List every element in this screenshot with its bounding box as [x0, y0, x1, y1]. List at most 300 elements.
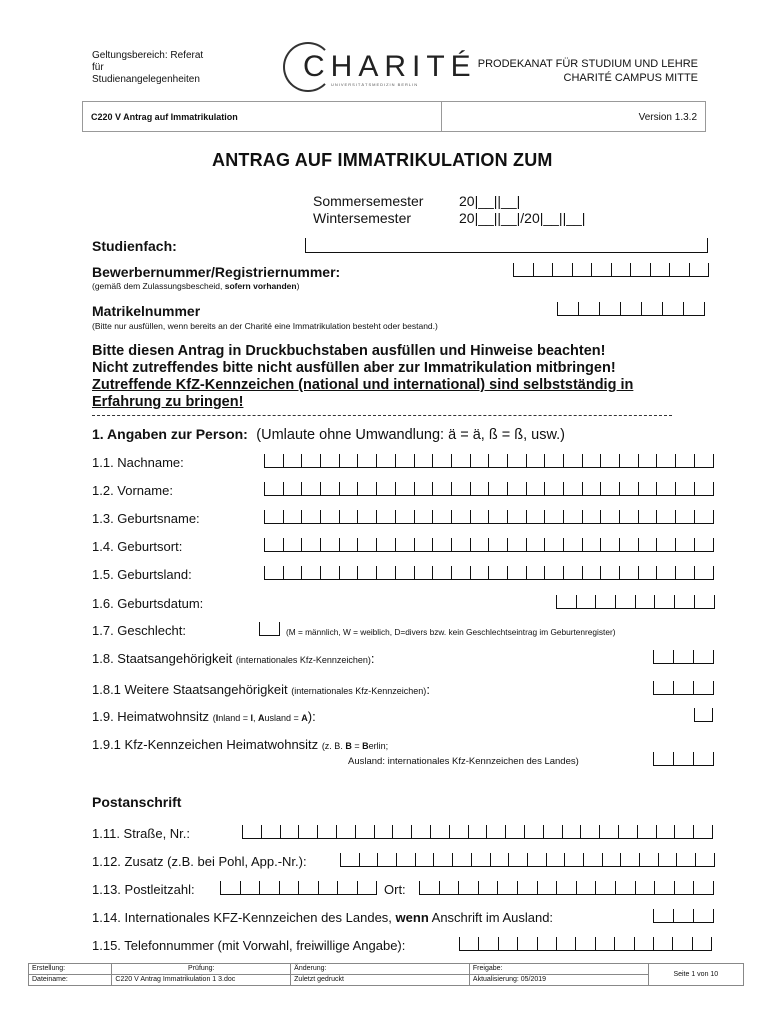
char-box[interactable]: [616, 881, 636, 895]
char-box[interactable]: [299, 825, 318, 839]
char-box[interactable]: [356, 825, 375, 839]
char-box[interactable]: [460, 937, 479, 951]
char-box[interactable]: [695, 595, 715, 609]
footer-zuletzt: Zuletzt gedruckt: [291, 975, 470, 986]
char-box[interactable]: [265, 454, 284, 468]
bewerber-note-bold: sofern vorhanden: [224, 281, 297, 291]
char-box[interactable]: [284, 454, 303, 468]
staat2-text: 1.8.1 Weitere Staatsangehörigkeit: [92, 682, 288, 697]
char-box[interactable]: [450, 825, 469, 839]
geburtsland-label: 1.5. Geburtsland:: [92, 567, 192, 582]
department-line: PRODEKANAT FÜR STUDIUM UND LEHRE: [477, 58, 698, 70]
char-box[interactable]: [675, 595, 695, 609]
kfz-part: B: [345, 741, 352, 751]
char-box[interactable]: [302, 566, 321, 580]
warning-line: Nicht zutreffendes bitte nicht ausfüllen aber zur Immatrikulation mitbringen!: [92, 360, 616, 376]
char-box[interactable]: [564, 538, 583, 552]
char-box[interactable]: [576, 937, 595, 951]
geburtsland-field[interactable]: [264, 566, 714, 580]
char-box[interactable]: [358, 566, 377, 580]
char-box[interactable]: [472, 853, 491, 867]
char-box[interactable]: [284, 482, 303, 496]
heimat-part: nland =: [218, 713, 251, 723]
char-box[interactable]: [489, 482, 508, 496]
char-box[interactable]: [415, 538, 434, 552]
char-box[interactable]: [358, 538, 377, 552]
char-box[interactable]: [620, 538, 639, 552]
char-box[interactable]: [694, 909, 714, 923]
char-box[interactable]: [341, 853, 360, 867]
char-box[interactable]: [676, 538, 695, 552]
char-box[interactable]: [412, 825, 431, 839]
char-box[interactable]: [565, 853, 584, 867]
char-box[interactable]: [657, 454, 676, 468]
staat-colon: :: [370, 651, 375, 666]
char-box[interactable]: [577, 881, 597, 895]
char-box[interactable]: [340, 454, 359, 468]
char-box[interactable]: [321, 538, 340, 552]
char-box[interactable]: [690, 263, 710, 277]
char-box[interactable]: [393, 825, 412, 839]
char-box[interactable]: [596, 937, 615, 951]
char-box[interactable]: [663, 302, 684, 316]
char-box[interactable]: [433, 510, 452, 524]
char-box[interactable]: [676, 482, 695, 496]
char-box[interactable]: [358, 454, 377, 468]
char-box[interactable]: [640, 853, 659, 867]
footer-aenderung: Änderung:: [291, 964, 470, 975]
char-box[interactable]: [440, 881, 460, 895]
char-box[interactable]: [431, 825, 450, 839]
char-box[interactable]: [396, 510, 415, 524]
matrikel-note: (Bitte nur ausfüllen, wenn bereits an der Charité eine Immatrikulation besteht oder bestand.): [92, 321, 438, 331]
char-box[interactable]: [639, 510, 658, 524]
weitere-staat-label: [92, 682, 430, 697]
geschlecht-label: 1.7. Geschlecht:: [92, 623, 186, 638]
char-box[interactable]: [581, 825, 600, 839]
char-box[interactable]: [284, 566, 303, 580]
kfz-heimat-field[interactable]: [653, 752, 714, 766]
char-box[interactable]: [557, 595, 577, 609]
char-box[interactable]: [584, 853, 603, 867]
char-box[interactable]: [545, 566, 564, 580]
footer-aktualisierung: Aktualisierung: 05/2019: [469, 975, 648, 986]
char-box[interactable]: [694, 881, 714, 895]
char-box[interactable]: [299, 881, 319, 895]
char-box[interactable]: [415, 510, 434, 524]
char-box[interactable]: [564, 482, 583, 496]
char-box[interactable]: [596, 595, 616, 609]
char-box[interactable]: [358, 510, 377, 524]
char-box[interactable]: [655, 881, 675, 895]
heimat-part: ,: [253, 713, 259, 723]
char-box[interactable]: [693, 937, 712, 951]
char-box[interactable]: [396, 454, 415, 468]
char-box[interactable]: [657, 566, 676, 580]
char-box[interactable]: [557, 881, 577, 895]
geburtsdatum-field[interactable]: [556, 595, 715, 609]
zusatz-field[interactable]: [340, 853, 715, 867]
char-box[interactable]: [553, 263, 573, 277]
char-box[interactable]: [452, 482, 471, 496]
char-box[interactable]: [452, 538, 471, 552]
char-box[interactable]: [434, 853, 453, 867]
geburtsort-field[interactable]: [264, 538, 714, 552]
char-box[interactable]: [538, 881, 558, 895]
heimat-text: 1.9. Heimatwohnsitz: [92, 709, 210, 724]
char-box[interactable]: [600, 825, 619, 839]
char-box[interactable]: [676, 510, 695, 524]
char-box[interactable]: [696, 853, 715, 867]
char-box[interactable]: [509, 853, 528, 867]
char-box[interactable]: [642, 302, 663, 316]
char-box[interactable]: [508, 566, 527, 580]
char-box[interactable]: [433, 482, 452, 496]
char-box[interactable]: [469, 825, 488, 839]
char-box[interactable]: [489, 454, 508, 468]
staat-note: (internationales Kfz-Kennzeichen): [235, 655, 371, 665]
char-box[interactable]: [453, 853, 472, 867]
char-box[interactable]: [471, 454, 490, 468]
char-box[interactable]: [695, 510, 714, 524]
char-box[interactable]: [433, 538, 452, 552]
char-box[interactable]: [654, 937, 673, 951]
char-box[interactable]: [657, 482, 676, 496]
char-box[interactable]: [260, 622, 280, 636]
char-box[interactable]: [654, 909, 674, 923]
char-box[interactable]: [525, 825, 544, 839]
char-box[interactable]: [583, 566, 602, 580]
char-box[interactable]: [676, 566, 695, 580]
char-box[interactable]: [514, 263, 534, 277]
char-box[interactable]: [321, 510, 340, 524]
kfz-note-2: Ausland: internationales Kfz-Kennzeichen des Landes): [348, 756, 579, 767]
char-box[interactable]: [527, 454, 546, 468]
char-box[interactable]: [677, 853, 696, 867]
char-box[interactable]: [670, 263, 690, 277]
char-box[interactable]: [338, 881, 358, 895]
char-box[interactable]: [260, 881, 280, 895]
char-box[interactable]: [433, 566, 452, 580]
kfz-part: (z. B.: [321, 741, 346, 751]
char-box[interactable]: [657, 538, 676, 552]
char-box[interactable]: [265, 566, 284, 580]
postanschrift-title: Postanschrift: [92, 794, 182, 810]
char-box[interactable]: [280, 881, 300, 895]
char-box[interactable]: [358, 881, 378, 895]
char-box[interactable]: [601, 538, 620, 552]
char-box[interactable]: [620, 482, 639, 496]
dashed-divider: [92, 415, 672, 416]
char-box[interactable]: [284, 538, 303, 552]
char-box[interactable]: [452, 566, 471, 580]
char-box[interactable]: [377, 454, 396, 468]
char-box[interactable]: [636, 881, 656, 895]
char-box[interactable]: [508, 482, 527, 496]
char-box[interactable]: [508, 454, 527, 468]
char-box[interactable]: [583, 454, 602, 468]
kfz-part: B: [362, 741, 369, 751]
char-box[interactable]: [378, 853, 397, 867]
intl-kfz-field[interactable]: [653, 909, 714, 923]
char-box[interactable]: [527, 538, 546, 552]
char-box[interactable]: [684, 302, 705, 316]
intl-kfz-label: [92, 910, 553, 925]
char-box[interactable]: [694, 650, 714, 664]
char-box[interactable]: [508, 538, 527, 552]
char-box[interactable]: [243, 825, 262, 839]
char-box[interactable]: [694, 825, 713, 839]
char-box[interactable]: [527, 510, 546, 524]
char-box[interactable]: [583, 538, 602, 552]
char-box[interactable]: [321, 454, 340, 468]
studienfach-field[interactable]: [305, 238, 708, 253]
char-box[interactable]: [377, 510, 396, 524]
heimatwohnsitz-label: [92, 709, 316, 724]
semester-winter-value[interactable]: 20|__||__|/20|__||__|: [459, 210, 586, 226]
logo-subtitle: UNIVERSITÄTSMEDIZIN BERLIN: [331, 82, 419, 87]
char-box[interactable]: [654, 681, 674, 695]
semester-summer-value[interactable]: 20|__||__|: [459, 193, 521, 209]
char-box[interactable]: [506, 825, 525, 839]
char-box[interactable]: [281, 825, 300, 839]
char-box[interactable]: [534, 263, 554, 277]
char-box[interactable]: [452, 510, 471, 524]
geburtsname-field[interactable]: [264, 510, 714, 524]
footer-erstellung: Erstellung:: [29, 964, 112, 975]
char-box[interactable]: [527, 566, 546, 580]
char-box[interactable]: [527, 482, 546, 496]
char-box[interactable]: [302, 482, 321, 496]
char-box[interactable]: [479, 881, 499, 895]
char-box[interactable]: [262, 825, 281, 839]
char-box[interactable]: [654, 650, 674, 664]
char-box[interactable]: [321, 482, 340, 496]
char-box[interactable]: [583, 482, 602, 496]
char-box[interactable]: [695, 454, 714, 468]
char-box[interactable]: [545, 454, 564, 468]
char-box[interactable]: [601, 510, 620, 524]
char-box[interactable]: [601, 566, 620, 580]
char-box[interactable]: [471, 510, 490, 524]
char-box[interactable]: [518, 937, 537, 951]
char-box[interactable]: [241, 881, 261, 895]
char-box[interactable]: [635, 937, 654, 951]
char-box[interactable]: [340, 510, 359, 524]
char-box[interactable]: [489, 510, 508, 524]
char-box[interactable]: [377, 566, 396, 580]
char-box[interactable]: [579, 302, 600, 316]
char-box[interactable]: [621, 302, 642, 316]
char-box[interactable]: [695, 482, 714, 496]
matrikel-number-field[interactable]: [557, 302, 705, 316]
char-box[interactable]: [321, 566, 340, 580]
char-box[interactable]: [675, 881, 695, 895]
char-box[interactable]: [471, 482, 490, 496]
footer-dateiname-label: Dateiname:: [29, 975, 112, 986]
char-box[interactable]: [694, 752, 714, 766]
char-box[interactable]: [415, 482, 434, 496]
char-box[interactable]: [620, 454, 639, 468]
char-box[interactable]: [676, 454, 695, 468]
char-box[interactable]: [616, 595, 636, 609]
vorname-field[interactable]: [264, 482, 714, 496]
char-box[interactable]: [639, 566, 658, 580]
char-box[interactable]: [337, 825, 356, 839]
char-box[interactable]: [396, 482, 415, 496]
char-box[interactable]: [302, 538, 321, 552]
char-box[interactable]: [340, 482, 359, 496]
char-box[interactable]: [657, 510, 676, 524]
bewerber-note-pre: (gemäß dem Zulassungsbescheid,: [92, 281, 225, 291]
char-box[interactable]: [596, 881, 616, 895]
char-box[interactable]: [221, 881, 241, 895]
char-box[interactable]: [557, 937, 576, 951]
char-box[interactable]: [695, 566, 714, 580]
heimat-part: A: [258, 713, 265, 723]
footer-pruefung: Prüfung:: [112, 964, 291, 975]
char-box[interactable]: [340, 538, 359, 552]
char-box[interactable]: [375, 825, 394, 839]
geschlecht-field[interactable]: [259, 622, 280, 636]
char-box[interactable]: [498, 881, 518, 895]
char-box[interactable]: [573, 263, 593, 277]
kfz-part: erlin;: [368, 741, 389, 751]
char-box[interactable]: [397, 853, 416, 867]
warning-line: Erfahrung zu bringen!: [92, 394, 244, 410]
char-box[interactable]: [639, 482, 658, 496]
char-box[interactable]: [583, 510, 602, 524]
char-box[interactable]: [491, 853, 510, 867]
char-box[interactable]: [600, 302, 621, 316]
footer-table: [28, 963, 744, 986]
char-box[interactable]: [654, 752, 674, 766]
char-box[interactable]: [396, 566, 415, 580]
char-box[interactable]: [651, 263, 671, 277]
char-box[interactable]: [340, 566, 359, 580]
char-box[interactable]: [577, 595, 597, 609]
char-box[interactable]: [674, 752, 694, 766]
char-box[interactable]: [302, 510, 321, 524]
char-box[interactable]: [563, 825, 582, 839]
char-box[interactable]: [420, 881, 440, 895]
char-box[interactable]: [564, 566, 583, 580]
char-box[interactable]: [558, 302, 579, 316]
char-box[interactable]: [592, 263, 612, 277]
char-box[interactable]: [452, 454, 471, 468]
char-box[interactable]: [487, 825, 506, 839]
char-box[interactable]: [538, 937, 557, 951]
char-box[interactable]: [674, 650, 694, 664]
char-box[interactable]: [479, 937, 498, 951]
staatsangehoerigkeit-field[interactable]: [653, 650, 714, 664]
char-box[interactable]: [601, 482, 620, 496]
char-box[interactable]: [615, 937, 634, 951]
char-box[interactable]: [377, 482, 396, 496]
heimatwohnsitz-field[interactable]: [694, 708, 713, 722]
char-box[interactable]: [415, 454, 434, 468]
char-box[interactable]: [415, 566, 434, 580]
char-box[interactable]: [544, 825, 563, 839]
strasse-field[interactable]: [242, 825, 713, 839]
bewerber-label: Bewerbernummer/Registriernummer:: [92, 264, 341, 280]
char-box[interactable]: [459, 881, 479, 895]
char-box[interactable]: [564, 510, 583, 524]
char-box[interactable]: [612, 263, 632, 277]
char-box[interactable]: [377, 538, 396, 552]
char-box[interactable]: [499, 937, 518, 951]
nachname-field[interactable]: [264, 454, 714, 468]
char-box[interactable]: [673, 937, 692, 951]
char-box[interactable]: [265, 482, 284, 496]
char-box[interactable]: [631, 263, 651, 277]
char-box[interactable]: [358, 482, 377, 496]
char-box[interactable]: [489, 538, 508, 552]
weitere-staat-field[interactable]: [653, 681, 714, 695]
staat-text: 1.8. Staatsangehörigkeit: [92, 651, 233, 666]
ort-field[interactable]: [419, 881, 714, 895]
char-box[interactable]: [471, 566, 490, 580]
char-box[interactable]: [489, 566, 508, 580]
char-box[interactable]: [360, 853, 379, 867]
char-box[interactable]: [694, 681, 714, 695]
char-box[interactable]: [619, 825, 638, 839]
char-box[interactable]: [674, 681, 694, 695]
char-box[interactable]: [639, 538, 658, 552]
char-box[interactable]: [528, 853, 547, 867]
char-box[interactable]: [284, 510, 303, 524]
char-box[interactable]: [674, 909, 694, 923]
char-box[interactable]: [518, 881, 538, 895]
footer-freigabe: Freigabe:: [469, 964, 648, 975]
char-box[interactable]: [416, 853, 435, 867]
char-box[interactable]: [318, 825, 337, 839]
char-box[interactable]: [545, 538, 564, 552]
char-box[interactable]: [396, 538, 415, 552]
char-box[interactable]: [621, 853, 640, 867]
char-box[interactable]: [657, 825, 676, 839]
char-box[interactable]: [545, 510, 564, 524]
scope-line: Geltungsbereich: Referat: [92, 50, 204, 61]
char-box[interactable]: [620, 566, 639, 580]
char-box[interactable]: [695, 538, 714, 552]
char-box[interactable]: [639, 454, 658, 468]
char-box[interactable]: [695, 708, 713, 722]
staatsangehoerigkeit-label: [92, 651, 375, 666]
char-box[interactable]: [302, 454, 321, 468]
telefon-field[interactable]: [459, 937, 712, 951]
char-box[interactable]: [319, 881, 339, 895]
char-box[interactable]: [265, 510, 284, 524]
char-box[interactable]: [620, 510, 639, 524]
bewerber-number-field[interactable]: [513, 263, 709, 277]
char-box[interactable]: [675, 825, 694, 839]
char-box[interactable]: [655, 595, 675, 609]
char-box[interactable]: [471, 538, 490, 552]
char-box[interactable]: [433, 454, 452, 468]
plz-field[interactable]: [220, 881, 377, 895]
char-box[interactable]: [564, 454, 583, 468]
char-box[interactable]: [601, 454, 620, 468]
char-box[interactable]: [636, 595, 656, 609]
char-box[interactable]: [265, 538, 284, 552]
char-box[interactable]: [547, 853, 566, 867]
char-box[interactable]: [659, 853, 678, 867]
char-box[interactable]: [545, 482, 564, 496]
char-box[interactable]: [638, 825, 657, 839]
char-box[interactable]: [603, 853, 622, 867]
char-box[interactable]: [508, 510, 527, 524]
